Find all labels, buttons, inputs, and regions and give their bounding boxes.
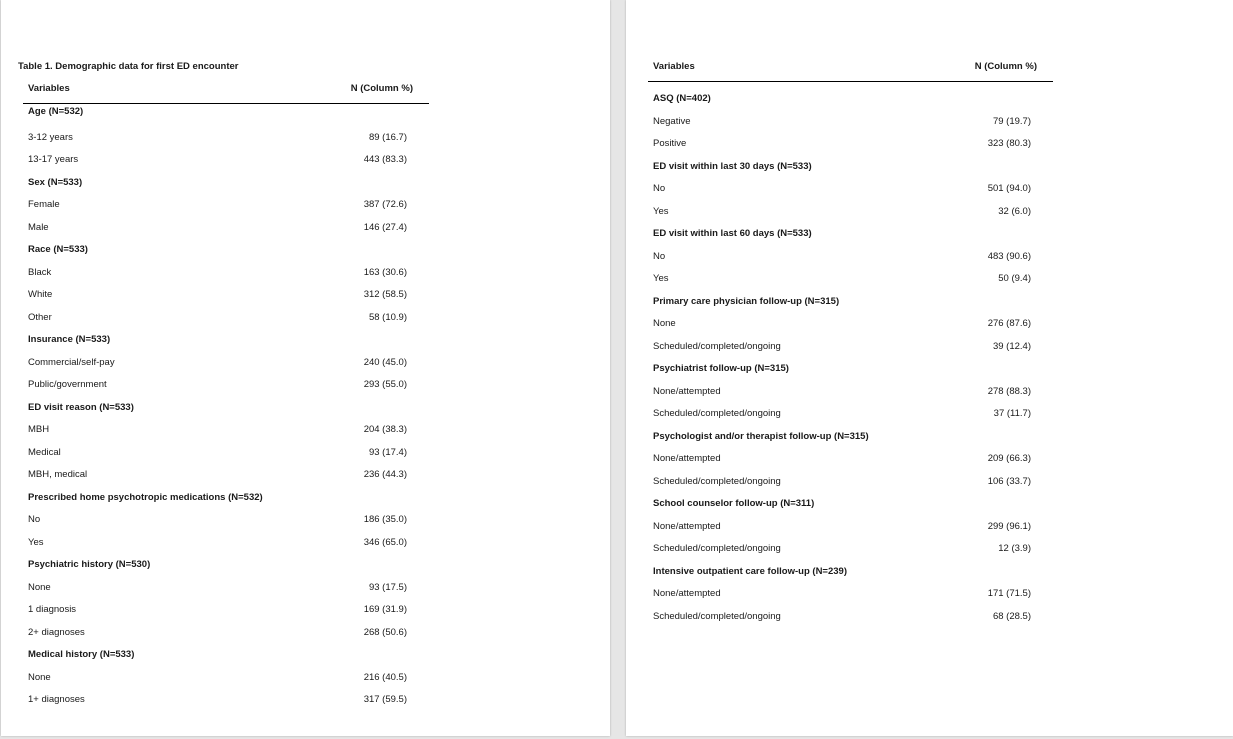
- table-row: [648, 246, 1053, 269]
- row-value: 39 (12.4): [992, 340, 1031, 352]
- row-value: 37 (11.7): [993, 408, 1031, 419]
- row-label: MBH: [28, 424, 50, 435]
- table-row: [648, 516, 1053, 539]
- row-value: 106 (33.7): [987, 475, 1031, 487]
- section-label: Psychiatrist follow-up (N=315): [653, 363, 789, 374]
- row-value: 240 (45.0): [363, 356, 407, 368]
- row-label: Yes: [653, 205, 669, 217]
- row-value: 323 (80.3): [987, 138, 1031, 149]
- row-value: 346 (65.0): [363, 536, 407, 548]
- table-row: [648, 178, 1053, 201]
- section-header-row: [23, 554, 429, 577]
- section-label: ED visit reason (N=533): [28, 401, 134, 413]
- row-label: Scheduled/completed/ongoing: [653, 475, 781, 487]
- table-body-left: [23, 104, 429, 712]
- row-label: None/attempted: [653, 520, 721, 532]
- n-column-header: N (Column %): [974, 61, 1037, 72]
- section-label: Race (N=533): [28, 244, 88, 255]
- row-label: None: [653, 318, 676, 329]
- row-label: None/attempted: [653, 385, 721, 397]
- row-label: Medical: [28, 446, 61, 458]
- row-value: 93 (17.5): [368, 581, 407, 593]
- row-label: No: [653, 250, 666, 262]
- row-label: Other: [28, 311, 52, 323]
- row-value: 216 (40.5): [363, 671, 407, 683]
- table-row: [648, 448, 1053, 471]
- variables-header: Variables: [653, 61, 695, 72]
- section-label: Prescribed home psychotropic medications (N=532): [28, 491, 263, 503]
- section-header-row: [648, 493, 1053, 516]
- table-row: [23, 509, 429, 532]
- row-value: 79 (19.7): [992, 115, 1031, 127]
- row-value: 501 (94.0): [987, 183, 1031, 194]
- row-label: Scheduled/completed/ongoing: [653, 340, 781, 352]
- row-value: 387 (72.6): [363, 199, 407, 210]
- row-label: Yes: [28, 536, 44, 548]
- variables-header: Variables: [28, 83, 70, 94]
- row-value: 32 (6.0): [998, 205, 1031, 217]
- row-label: 13-17 years: [28, 154, 79, 165]
- section-header-row: [648, 426, 1053, 449]
- table-row: [23, 127, 429, 150]
- row-value: 171 (71.5): [987, 588, 1031, 599]
- table-row: [23, 622, 429, 645]
- row-label: Positive: [653, 138, 687, 149]
- document-page-left: [1, 0, 610, 736]
- table-row: [648, 336, 1053, 359]
- row-value: 312 (58.5): [363, 289, 407, 300]
- row-label: No: [28, 514, 41, 525]
- section-header-row: [23, 104, 429, 127]
- row-label: Yes: [653, 273, 669, 284]
- row-value: 278 (88.3): [987, 385, 1031, 397]
- row-label: Scheduled/completed/ongoing: [653, 610, 781, 622]
- table-row: [23, 217, 429, 240]
- demographics-table-right: [648, 56, 1053, 628]
- row-label: Scheduled/completed/ongoing: [653, 543, 781, 554]
- section-header-row: [23, 487, 429, 510]
- section-header-row: [648, 223, 1053, 246]
- table-row: [23, 419, 429, 442]
- table-row: [648, 471, 1053, 494]
- table-row: [23, 464, 429, 487]
- table-row: [23, 307, 429, 330]
- demographics-table-left: [23, 78, 429, 712]
- table-row: [23, 577, 429, 600]
- row-label: Female: [28, 199, 60, 210]
- section-header-row: [648, 561, 1053, 584]
- section-label: ASQ (N=402): [653, 93, 711, 104]
- table-row: [648, 268, 1053, 291]
- row-value: 276 (87.6): [987, 318, 1031, 329]
- row-label: None/attempted: [653, 453, 721, 464]
- table-row: [23, 262, 429, 285]
- table-row: [648, 403, 1053, 426]
- table-row: [23, 532, 429, 555]
- section-header-row: [648, 291, 1053, 314]
- table-row: [23, 284, 429, 307]
- table-row: [648, 133, 1053, 156]
- row-value: 146 (27.4): [363, 221, 407, 233]
- row-value: 12 (3.9): [998, 543, 1031, 554]
- table-row: [648, 606, 1053, 629]
- section-label: Insurance (N=533): [28, 334, 111, 345]
- row-label: Public/government: [28, 379, 107, 390]
- row-label: Black: [28, 266, 52, 278]
- section-header-row: [23, 172, 429, 195]
- section-label: ED visit within last 60 days (N=533): [653, 228, 812, 239]
- table-header: [648, 56, 1053, 82]
- table-row: [23, 667, 429, 690]
- row-label: Commercial/self-pay: [28, 356, 115, 368]
- section-header-row: [23, 644, 429, 667]
- section-label: School counselor follow-up (N=311): [653, 498, 815, 509]
- row-value: 443 (83.3): [363, 154, 407, 165]
- table-row: [648, 583, 1053, 606]
- row-value: 93 (17.4): [368, 446, 407, 458]
- table-row: [648, 111, 1053, 134]
- row-value: 293 (55.0): [363, 379, 407, 390]
- row-label: Negative: [653, 115, 691, 127]
- row-label: MBH, medical: [28, 469, 88, 480]
- row-value: 163 (30.6): [363, 266, 407, 278]
- table-row: [648, 201, 1053, 224]
- table-caption: Table 1. Demographic data for first ED encounter: [18, 61, 239, 72]
- section-label: Intensive outpatient care follow-up (N=239): [653, 565, 847, 577]
- row-label: Male: [28, 221, 49, 233]
- table-header: [23, 78, 429, 104]
- section-label: Age (N=532): [28, 106, 84, 117]
- row-value: 58 (10.9): [368, 311, 407, 323]
- table-row: [648, 381, 1053, 404]
- row-label: 1 diagnosis: [28, 604, 77, 615]
- table-row: [23, 442, 429, 465]
- row-value: 50 (9.4): [998, 273, 1031, 284]
- table-row: [23, 352, 429, 375]
- row-value: 236 (44.3): [363, 469, 407, 480]
- row-value: 483 (90.6): [987, 250, 1031, 262]
- table-row: [23, 194, 429, 217]
- row-value: 186 (35.0): [363, 514, 407, 525]
- section-label: ED visit within last 30 days (N=533): [653, 160, 812, 172]
- row-value: 68 (28.5): [992, 610, 1031, 622]
- row-value: 89 (16.7): [368, 131, 407, 143]
- row-label: None: [28, 671, 51, 683]
- n-column-header: N (Column %): [350, 83, 413, 94]
- row-label: None: [28, 581, 51, 593]
- section-header-row: [648, 358, 1053, 381]
- section-label: Sex (N=533): [28, 176, 83, 188]
- row-label: 1+ diagnoses: [28, 694, 85, 705]
- row-value: 204 (38.3): [363, 424, 407, 435]
- row-label: Scheduled/completed/ongoing: [653, 408, 781, 419]
- section-label: Psychologist and/or therapist follow-up (N=315): [653, 430, 869, 442]
- row-value: 169 (31.9): [363, 604, 407, 615]
- row-label: 2+ diagnoses: [28, 626, 85, 638]
- row-value: 317 (59.5): [363, 694, 407, 705]
- row-label: No: [653, 183, 666, 194]
- row-value: 268 (50.6): [363, 626, 407, 638]
- section-header-row: [648, 88, 1053, 111]
- table-row: [23, 374, 429, 397]
- table-row: [23, 599, 429, 622]
- row-label: 3-12 years: [28, 131, 73, 143]
- section-label: Psychiatric history (N=530): [28, 559, 151, 570]
- section-header-row: [23, 397, 429, 420]
- table-row: [23, 149, 429, 172]
- section-header-row: [23, 329, 429, 352]
- row-value: 209 (66.3): [987, 453, 1031, 464]
- section-header-row: [648, 156, 1053, 179]
- table-row: [648, 538, 1053, 561]
- row-value: 299 (96.1): [987, 520, 1031, 532]
- table-row: [23, 689, 429, 712]
- section-label: Primary care physician follow-up (N=315): [653, 295, 840, 307]
- document-page-right: [626, 0, 1233, 736]
- table-body-right: [648, 88, 1053, 628]
- row-label: White: [28, 289, 53, 300]
- section-header-row: [23, 239, 429, 262]
- row-label: None/attempted: [653, 588, 721, 599]
- section-label: Medical history (N=533): [28, 649, 135, 660]
- table-row: [648, 313, 1053, 336]
